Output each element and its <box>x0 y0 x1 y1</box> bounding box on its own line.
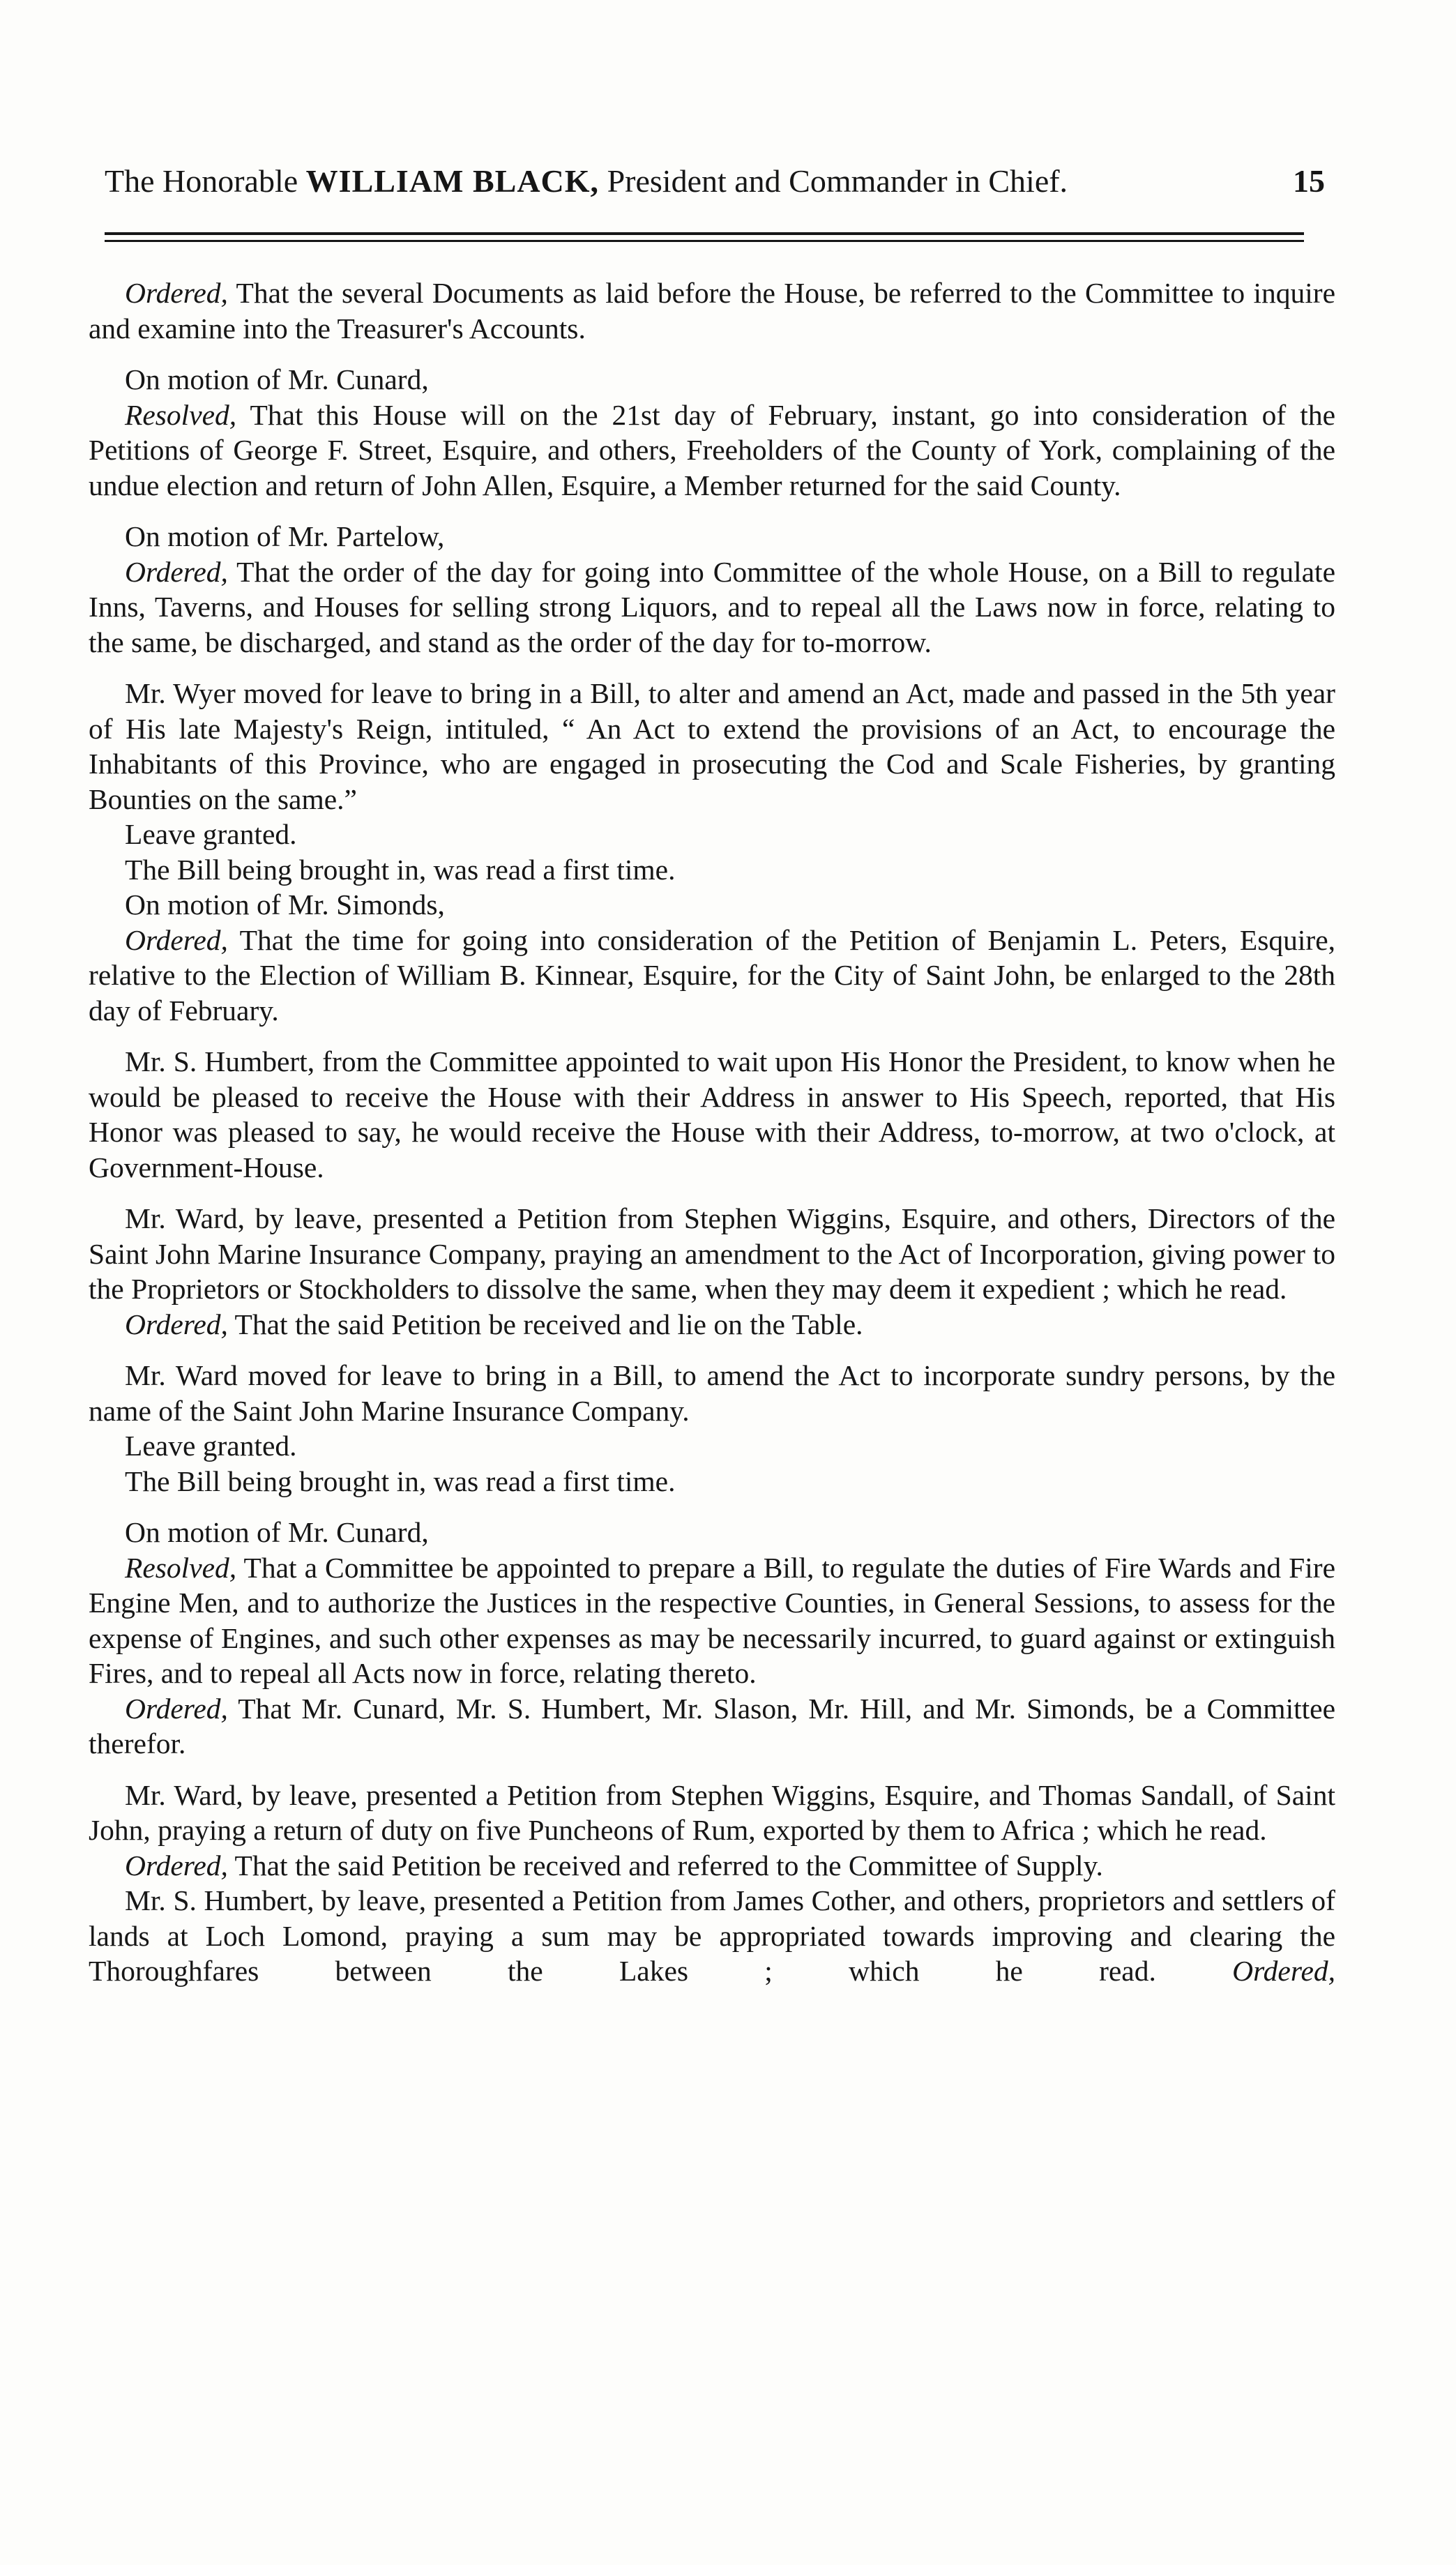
page-number: 15 <box>1293 163 1325 199</box>
paragraph-text: Mr. Ward moved for leave to bring in a Bill, to amend the Act to incorporate sundry persons, by the name of the Saint John Marine Insurance Company. <box>89 1359 1335 1427</box>
entry-york-election <box>89 362 1335 503</box>
catchword: Ordered, <box>1232 1955 1335 1987</box>
entry-rum-petition <box>89 1778 1335 1989</box>
document-body <box>89 275 1335 2005</box>
paragraph-lead: Ordered, <box>125 277 228 309</box>
motion-line <box>89 362 1335 398</box>
paragraph-lead: Resolved, <box>125 398 237 431</box>
paragraph-text: That the said Petition be received and lie on the Table. <box>227 1308 863 1340</box>
paragraph <box>89 1848 1335 1884</box>
paragraph <box>89 1778 1335 1848</box>
paragraph <box>89 817 1335 852</box>
paragraph-text: That this House will on the 21st day of February, instant, go into consideration of the Petitions of George F. Street, Esquire, and others, Freeholders of the County of York, complaining of the undue election and return of John Allen, Esquire, a Member returned for the said County. <box>89 398 1335 501</box>
paragraph-text: On motion of Mr. Cunard, <box>125 1516 429 1548</box>
paragraph <box>89 1550 1335 1691</box>
paragraph <box>89 1883 1335 1989</box>
paragraph-text: The Bill being brought in, was read a first time. <box>125 1465 676 1497</box>
paragraph-text: The Bill being brought in, was read a first time. <box>125 853 676 886</box>
paragraph <box>89 1307 1335 1342</box>
paragraph <box>89 1691 1335 1762</box>
paragraph <box>89 1428 1335 1464</box>
paragraph <box>89 398 1335 504</box>
paragraph <box>89 1044 1335 1185</box>
paragraph-lead: Ordered, <box>125 1849 228 1882</box>
entry-address-committee <box>89 1044 1335 1185</box>
paragraph-lead: Ordered, <box>125 1692 228 1725</box>
entry-treasurer-accounts <box>89 275 1335 346</box>
motion-line <box>89 887 1335 923</box>
paragraph-text: Leave granted. <box>125 1430 297 1462</box>
header-suffix: President and Commander in Chief. <box>607 163 1068 199</box>
entry-marine-insurance-bill <box>89 1358 1335 1499</box>
paragraph-text: On motion of Mr. Partelow, <box>125 520 445 552</box>
motion-line <box>89 1515 1335 1550</box>
paragraph-text: Leave granted. <box>125 818 297 850</box>
paragraph <box>89 554 1335 660</box>
running-header <box>105 162 1325 201</box>
header-prefix: The Honorable <box>105 163 298 199</box>
paragraph <box>89 676 1335 817</box>
paragraph-text: On motion of Mr. Cunard, <box>125 363 429 395</box>
entry-inns-bill <box>89 519 1335 660</box>
paragraph-text: Mr. Wyer moved for leave to bring in a Bill, to alter and amend an Act, made and passed in the 5th year of His late Majesty's Reign, intituled, “ An Act to extend the provisions of an Act, to encourage the Inhabitants of this Province, who are engaged in prosecuting the Cod and Scale Fisheries, by granting Bounties on the same.” <box>89 677 1335 815</box>
paragraph-text: That the time for going into consideration of the Petition of Benjamin L. Peters, Esquire, relative to the Election of William B. Kinnear, Esquire, for the City of Saint John, be enlarged to the 28th day of February. <box>89 923 1335 1027</box>
motion-line <box>89 519 1335 554</box>
paragraph-text: That the said Petition be received and referred to the Committee of Supply. <box>227 1849 1103 1882</box>
paragraph <box>89 275 1335 346</box>
paragraph <box>89 923 1335 1029</box>
header-name: WILLIAM BLACK, <box>305 163 600 199</box>
paragraph <box>89 1358 1335 1428</box>
paragraph-lead: Ordered, <box>125 555 228 588</box>
paragraph-text: That Mr. Cunard, Mr. S. Humbert, Mr. Slason, Mr. Hill, and Mr. Simonds, be a Committee therefor. <box>89 1692 1335 1760</box>
header-rule-top <box>105 232 1304 235</box>
header-rule-bottom <box>105 240 1304 242</box>
paragraph-lead: Ordered, <box>125 1308 228 1340</box>
paragraph-text: That a Committee be appointed to prepare a Bill, to regulate the duties of Fire Wards and Fire Engine Men, and to authorize the Justices in the respective Counties, in General Sessions, to assess for the expense of Engines, and such other expenses as may be necessarily incurred, to guard against or extinguish Fires, and to repeal all Acts now in force, relating thereto. <box>89 1551 1335 1689</box>
paragraph <box>89 1464 1335 1499</box>
paragraph-lead: Resolved, <box>125 1551 237 1584</box>
entry-marine-insurance-petition <box>89 1201 1335 1342</box>
paragraph-text: Mr. S. Humbert, by leave, presented a Petition from James Cother, and others, proprietors and settlers of lands at Loch Lomond, praying a sum may be appropriated towards improving and clearing the Thoroughfares between the Lakes ; which he read. <box>89 1884 1335 1987</box>
paragraph-text: That the order of the day for going into Committee of the whole House, on a Bill to regulate Inns, Taverns, and Houses for selling strong Liquors, and to repeal all the Laws now in force, relating to the same, be discharged, and stand as the order of the day for to-morrow. <box>89 555 1335 658</box>
paragraph-lead: Ordered, <box>125 923 228 956</box>
paragraph-text: Mr. S. Humbert, from the Committee appointed to wait upon His Honor the President, to know when he would be pleased to receive the House with their Address in answer to His Speech, reported, that His Honor was pleased to say, he would receive the House with their Address, to-morrow, at two o'clock, at Government-House. <box>89 1045 1335 1183</box>
paragraph-text: On motion of Mr. Simonds, <box>125 888 445 921</box>
entry-fisheries-bill <box>89 676 1335 1028</box>
paragraph <box>89 852 1335 888</box>
paragraph <box>89 1201 1335 1307</box>
entry-fire-wards <box>89 1515 1335 1762</box>
paragraph-text: Mr. Ward, by leave, presented a Petition from Stephen Wiggins, Esquire, and Thomas Sandall, of Saint John, praying a return of duty on five Puncheons of Rum, exported by them to Africa ; which he read. <box>89 1778 1335 1846</box>
paragraph-text: That the several Documents as laid before the House, be referred to the Committee to inquire and examine into the Treasurer's Accounts. <box>89 277 1335 345</box>
paragraph-text: Mr. Ward, by leave, presented a Petition from Stephen Wiggins, Esquire, and others, Directors of the Saint John Marine Insurance Company, praying an amendment to the Act of Incorporation, giving power to the Proprietors or Stockholders to dissolve the same, when they may deem it expedient ; which he read. <box>89 1202 1335 1305</box>
